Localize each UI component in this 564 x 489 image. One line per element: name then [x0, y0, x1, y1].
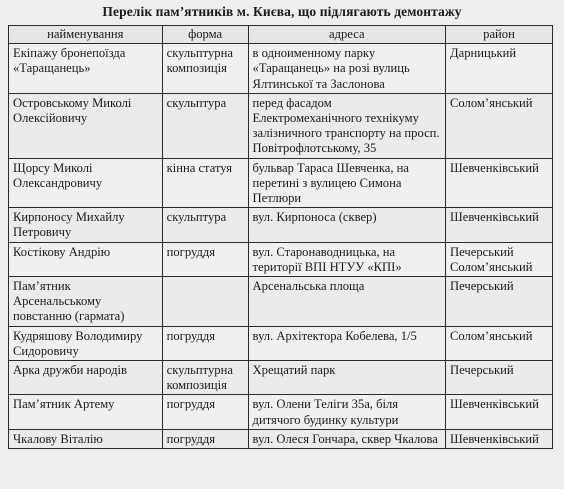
cell-district: Печерський [446, 277, 553, 327]
cell-form: скульптура [162, 208, 248, 242]
cell-district: Шевченківський [446, 395, 553, 429]
cell-district: Солом’янський [446, 93, 553, 158]
cell-form: погруддя [162, 326, 248, 360]
monuments-table [8, 25, 553, 449]
cell-district: Шевченківський [446, 208, 553, 242]
cell-name: Островському Миколі Олексійовичу [9, 93, 163, 158]
table-row [9, 361, 553, 395]
cell-form: скульптурна композиція [162, 361, 248, 395]
column-header-name: найменування [9, 26, 163, 44]
cell-district: Шевченківський [446, 429, 553, 448]
cell-form: погруддя [162, 429, 248, 448]
cell-name: Екіпажу бронепоїзда «Таращанець» [9, 44, 163, 94]
table-row [9, 242, 553, 276]
cell-address: вул. Архітектора Кобелева, 1/5 [248, 326, 445, 360]
cell-name: Пам’ятник Арсенальському повстанню (гармата) [9, 277, 163, 327]
cell-form: скульптурна композиція [162, 44, 248, 94]
cell-name: Пам’ятник Артему [9, 395, 163, 429]
cell-name: Кирпоносу Михайлу Петровичу [9, 208, 163, 242]
cell-form: погруддя [162, 242, 248, 276]
cell-name: Щорсу Миколі Олександровичу [9, 158, 163, 208]
cell-address: Хрещатий парк [248, 361, 445, 395]
table-row [9, 395, 553, 429]
column-header-address: адреса [248, 26, 445, 44]
cell-district: Шевченківський [446, 158, 553, 208]
cell-address: вул. Олеся Гончара, сквер Чкалова [248, 429, 445, 448]
cell-district: Солом’янський [446, 326, 553, 360]
table-row [9, 93, 553, 158]
table-row [9, 277, 553, 327]
cell-address: Арсенальська площа [248, 277, 445, 327]
document-title: Перелік пам’ятників м. Києва, що підлягають демонтажу [102, 4, 462, 19]
cell-address: вул. Старонаводницька, на території ВПІ НТУУ «КПІ» [248, 242, 445, 276]
cell-district: Печерський Солом’янський [446, 242, 553, 276]
header-row [9, 26, 553, 44]
cell-address: вул. Кирпоноса (сквер) [248, 208, 445, 242]
cell-district: Дарницький [446, 44, 553, 94]
table-header [9, 26, 553, 44]
cell-district: Печерський [446, 361, 553, 395]
table-body [9, 44, 553, 449]
table-row [9, 326, 553, 360]
cell-name: Чкалову Віталію [9, 429, 163, 448]
cell-address: бульвар Тараса Шевченка, на перетині з вулицею Симона Петлюри [248, 158, 445, 208]
cell-address: вул. Олени Теліги 35а, біля дитячого будинку культури [248, 395, 445, 429]
cell-form [162, 277, 248, 327]
cell-address: в одноименному парку «Таращанець» на розі вулиць Ялтинської та Заслонова [248, 44, 445, 94]
table-row [9, 429, 553, 448]
column-header-form: форма [162, 26, 248, 44]
cell-form: кінна статуя [162, 158, 248, 208]
table-row [9, 44, 553, 94]
cell-name: Костікову Андрію [9, 242, 163, 276]
cell-name: Арка дружби народів [9, 361, 163, 395]
cell-name: Кудряшову Володимиру Сидоровичу [9, 326, 163, 360]
cell-form: погруддя [162, 395, 248, 429]
cell-address: перед фасадом Електромеханічного технікуму залізничного транспорту на просп. Повітрофлотському, 35 [248, 93, 445, 158]
table-row [9, 208, 553, 242]
table-row [9, 158, 553, 208]
cell-form: скульптура [162, 93, 248, 158]
column-header-district: район [446, 26, 553, 44]
